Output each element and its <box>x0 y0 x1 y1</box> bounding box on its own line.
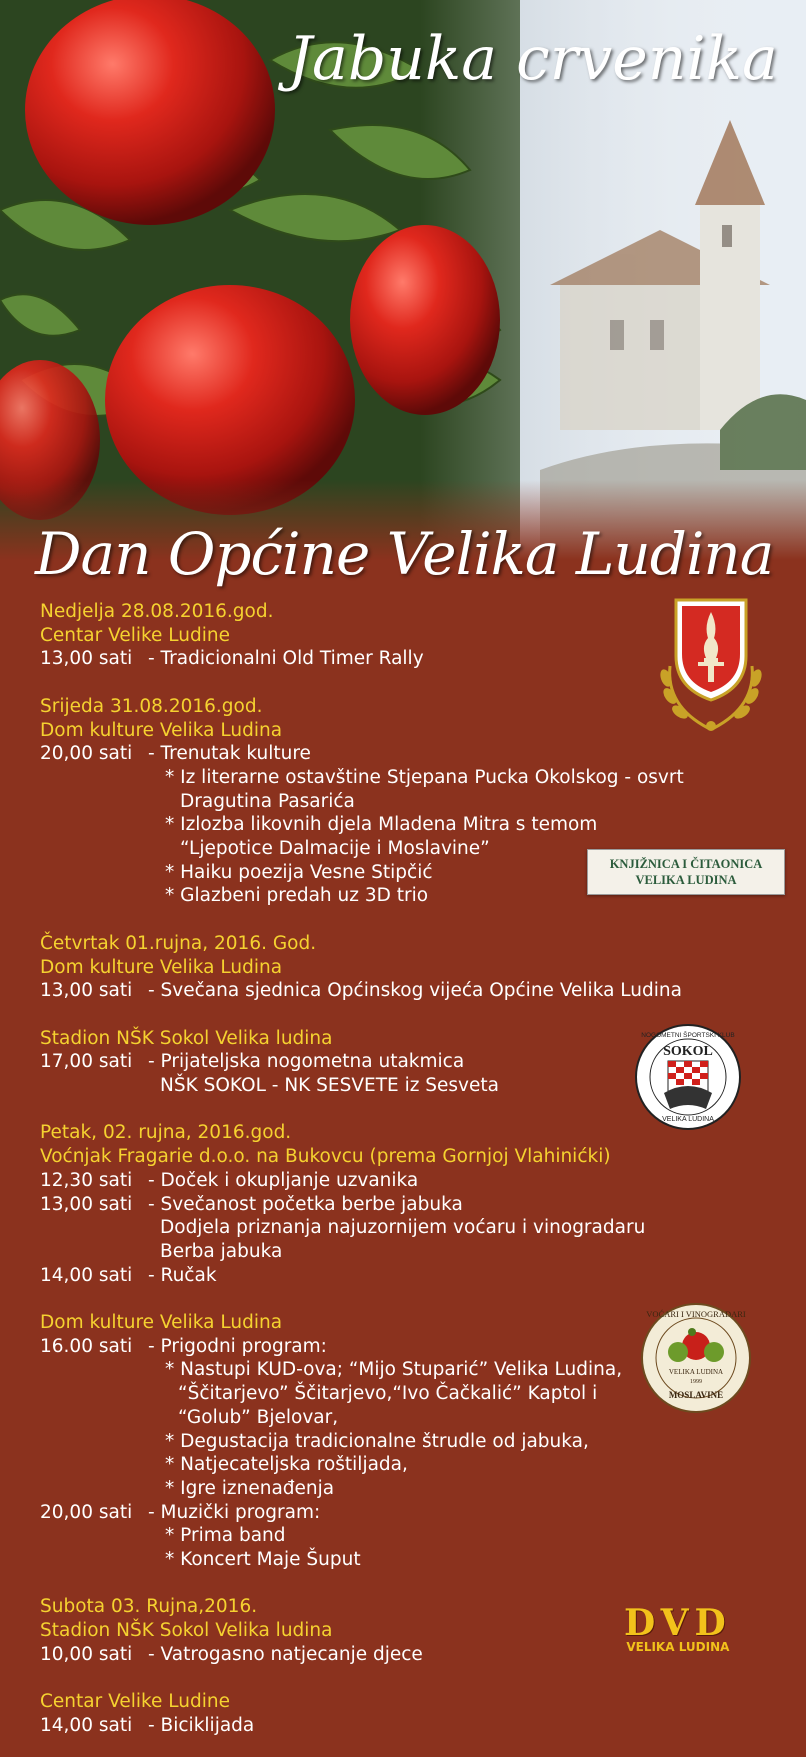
program-line: Dodjela priznanja najuzornijem voćaru i vinogradaru <box>160 1217 646 1239</box>
schedule-row: 13,00 sati - Svečana sjednica Općinskog vijeća Općine Velika Ludina <box>40 980 682 1002</box>
vocari-vinogradari-logo <box>640 1302 752 1418</box>
svg-text:VELIKA LUDINA: VELIKA LUDINA <box>662 1116 714 1123</box>
day-heading: Nedjelja 28.08.2016.god. <box>40 601 274 622</box>
schedule-row: 20,00 sati - Muzički program: <box>40 1501 321 1523</box>
library-logo <box>587 849 785 895</box>
program-bullet: “Ljepotice Dalmacije i Moslavine” <box>180 838 490 860</box>
dvd-logo <box>624 1602 732 1654</box>
library-name-line2: VELIKA LUDINA <box>635 873 737 887</box>
coat-of-arms-logo <box>646 596 776 740</box>
program-bullet: “Ščitarjevo” Ščitarjevo,“Ivo Čačkalić” Kaptol i <box>178 1383 598 1405</box>
venue: Dom kulture Velika Ludina <box>40 719 283 741</box>
dvd-logo-subtext: VELIKA LUDINA <box>626 1640 730 1654</box>
program-bullet: * Prima band <box>165 1525 286 1547</box>
venue: Centar Velike Ludine <box>40 624 230 646</box>
day-heading: Petak, 02. rujna, 2016.god. <box>40 1122 292 1144</box>
svg-text:1999: 1999 <box>690 1379 702 1385</box>
schedule-row: 17,00 sati - Prijateljska nogometna utakmica <box>40 1051 465 1073</box>
program-bullet: * Koncert Maje Šuput <box>165 1549 361 1571</box>
poster-title: Jabuka crvenika <box>288 24 778 94</box>
schedule-row: 14,00 sati - Biciklijada <box>40 1714 255 1736</box>
schedule-row: 14,00 sati - Ručak <box>40 1264 217 1286</box>
program-bullet: * Iz literarne ostavštine Stjepana Pucka Okolskog - osvrt <box>165 766 684 788</box>
svg-text:SOKOL: SOKOL <box>663 1044 713 1059</box>
apple-1 <box>25 0 275 225</box>
venue: Dom kulture Velika Ludina <box>40 956 283 978</box>
day-heading: Subota 03. Rujna,2016. <box>40 1596 258 1618</box>
venue: Centar Velike Ludine <box>40 1691 230 1713</box>
venue: Stadion NŠK Sokol Velika ludina <box>40 1620 333 1642</box>
program-bullet: “Golub” Bjelovar, <box>178 1406 339 1428</box>
match-teams: NŠK SOKOL - NK SESVETE iz Sesveta <box>160 1075 499 1097</box>
venue: Dom kulture Velika Ludina <box>40 1312 283 1334</box>
svg-text:VELIKA LUDINA: VELIKA LUDINA <box>668 1368 724 1376</box>
venue: Voćnjak Fragarie d.o.o. na Bukovcu (prema Gornjoj Vlahinićki) <box>40 1146 611 1168</box>
schedule-row: 10,00 sati - Vatrogasno natjecanje djece <box>40 1643 423 1665</box>
hero-image <box>0 0 806 560</box>
program-bullet: Dragutina Pasarića <box>180 790 355 812</box>
program-bullet: * Nastupi KUD-ova; “Mijo Stuparić” Velika Ludina, <box>165 1359 623 1381</box>
venue: Stadion NŠK Sokol Velika ludina <box>40 1027 333 1049</box>
apple-3 <box>350 225 500 415</box>
program-line: Berba jabuka <box>160 1240 283 1262</box>
program-bullet: * Haiku poezija Vesne Stipčić <box>165 861 433 883</box>
schedule-row: 13,00 sati - Tradicionalni Old Timer Rally <box>40 648 424 670</box>
dvd-logo-text: DVD <box>624 1602 732 1644</box>
day-heading: Srijeda 31.08.2016.god. <box>40 695 263 717</box>
day-heading: Četvrtak 01.rujna, 2016. God. <box>40 932 317 954</box>
poster-subtitle: Dan Općine Velika Ludina <box>35 520 774 588</box>
program-bullet: * Igre iznenađenja <box>165 1477 335 1499</box>
svg-text:VOĆARI I VINOGRADARI: VOĆARI I VINOGRADARI <box>646 1309 746 1319</box>
program-bullet: * Degustacija tradicionalne štrudle od jabuka, <box>165 1430 589 1452</box>
schedule-row: 16.00 sati - Prigodni program: <box>40 1335 327 1357</box>
schedule-row: 13,00 sati - Svečanost početka berbe jabuka <box>40 1193 463 1215</box>
svg-text:NOGOMETNI ŠPORTSKI KLUB: NOGOMETNI ŠPORTSKI KLUB <box>641 1032 735 1039</box>
svg-text:MOSLAVINE: MOSLAVINE <box>668 1390 724 1400</box>
program-bullet: * Glazbeni predah uz 3D trio <box>165 885 429 907</box>
library-name-line1: KNJIŽNICA I ČITAONICA <box>609 857 763 871</box>
schedule-row: 20,00 sati - Trenutak kulture <box>40 743 311 765</box>
sokol-club-logo <box>634 1023 742 1135</box>
program-bullet: * Natjecateljska roštiljada, <box>165 1454 408 1476</box>
program-bullet: * Izlozba likovnih djela Mladena Mitra s temom <box>165 814 598 836</box>
schedule-row: 12,30 sati - Doček i okupljanje uzvanika <box>40 1169 419 1191</box>
